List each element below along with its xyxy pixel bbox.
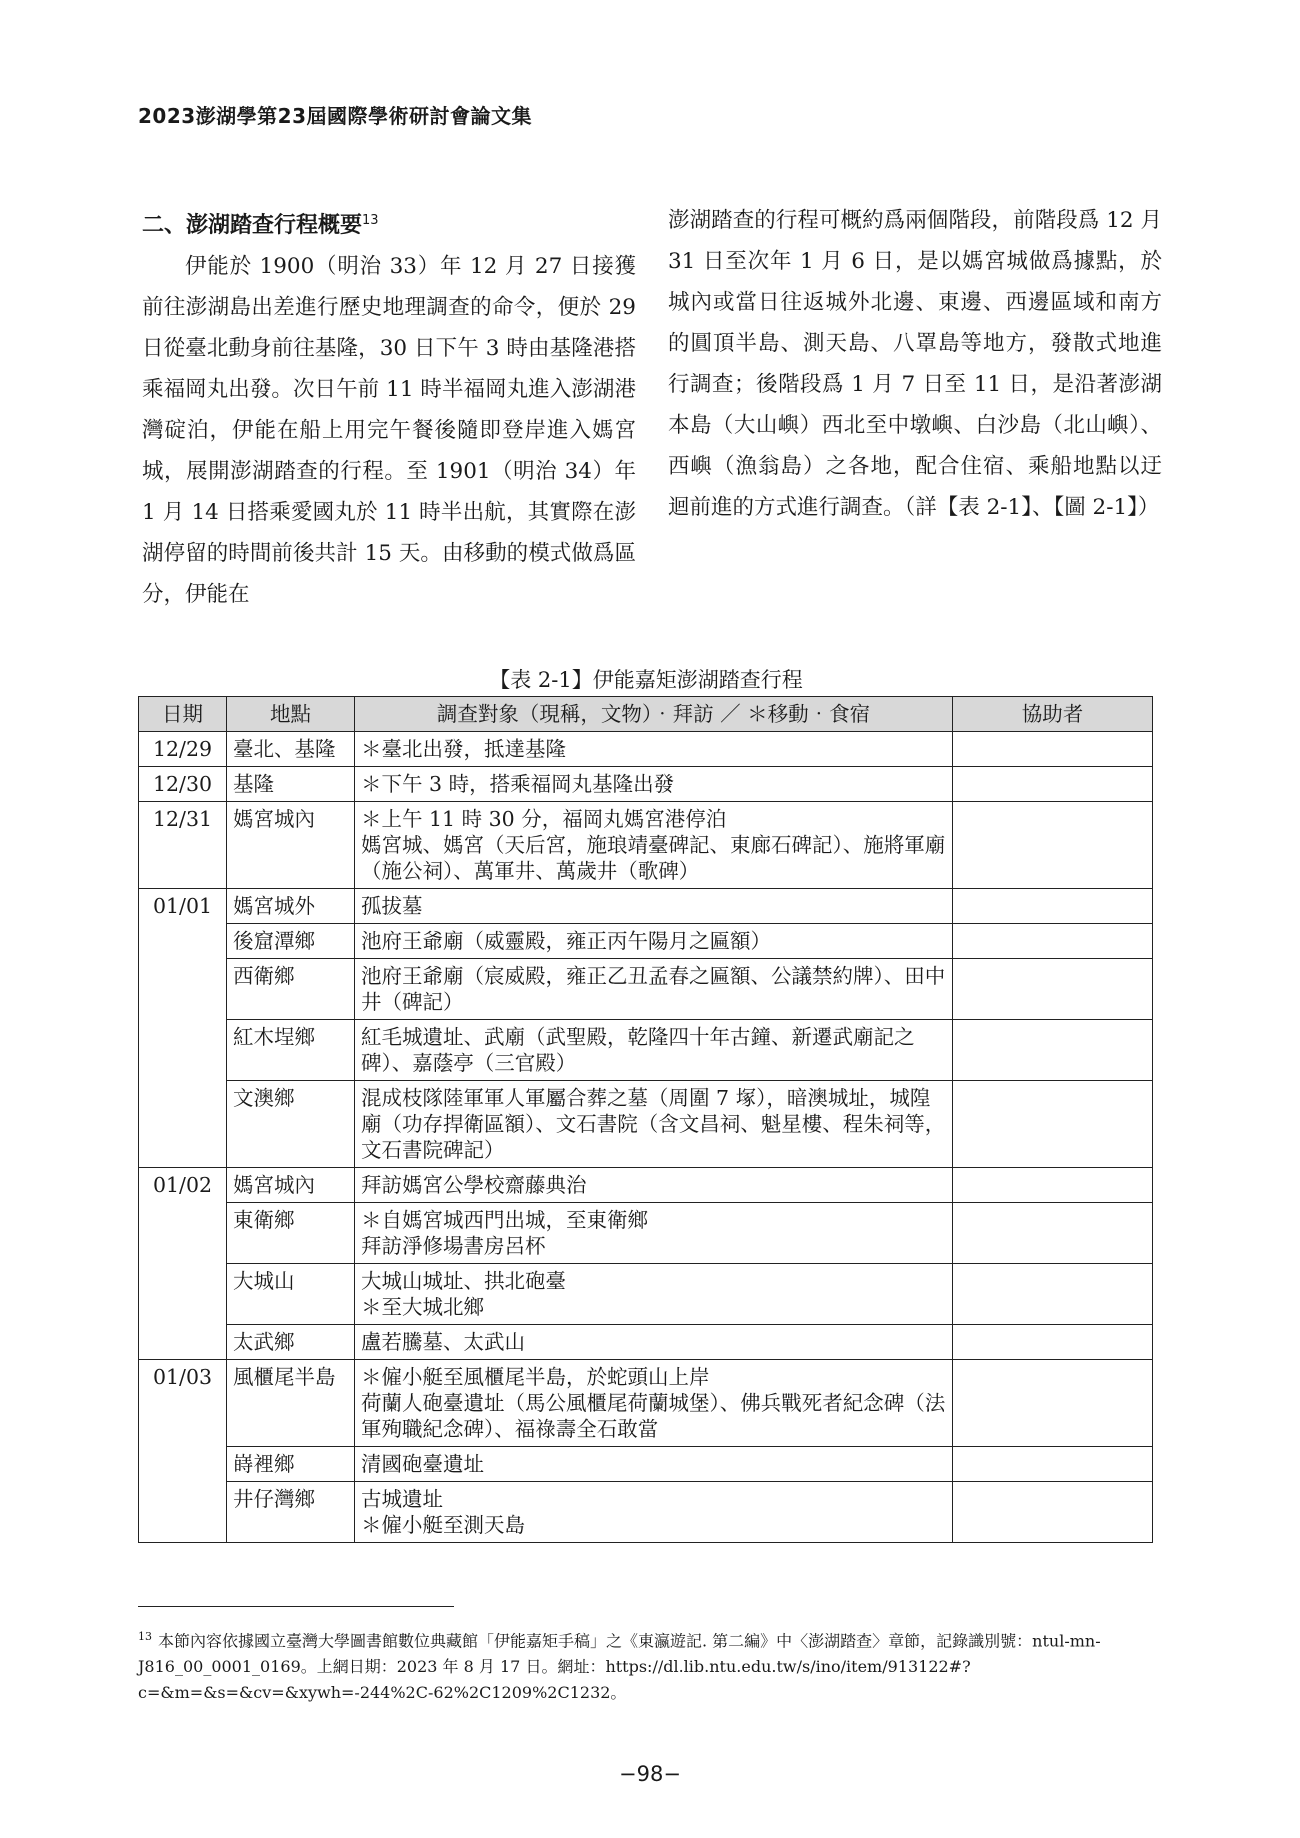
cell-content [355, 802, 953, 889]
content-line: 大城山城址、拱北砲臺 [361, 1269, 566, 1293]
page-number: −98− [619, 1762, 681, 1786]
cell-content [355, 1203, 953, 1264]
header-place: 地點 [227, 697, 355, 732]
cell-place: 大城山 [227, 1264, 355, 1325]
table-row [139, 959, 1153, 1020]
cell-helper [953, 1325, 1153, 1360]
cell-place: 風櫃尾半島 [227, 1360, 355, 1447]
cell-helper [953, 1264, 1153, 1325]
cell-helper [953, 802, 1153, 889]
table-row [139, 1081, 1153, 1168]
content-line: ＊僱小艇至測天島 [361, 1513, 525, 1537]
content-line: ＊上午 11 時 30 分，福岡丸媽宮港停泊 [361, 807, 727, 831]
paragraph-2: 澎湖踏查的行程可概約爲兩個階段，前階段爲 12 月 31 日至次年 1 月 6 日，是以媽宮城做爲據點，於城內或當日往返城外北邊、東邊、西邊區域和南方的圓頂半島、測天島、八罩島等地方，發散式地進行調查；後階段爲 1 月 7 日至 11 日，是沿著澎湖本島（大山嶼）西北至中墩嶼、白沙島（北山嶼）、西嶼（漁翁島）之各地，配合住宿、乘船地點以迂迴前進的方式進行調查。（詳【表 2-1】、【圖 2-1】） [668, 208, 1162, 520]
table-row [139, 1264, 1153, 1325]
cell-place: 後窟潭鄉 [227, 924, 355, 959]
content-line: 古城遺址 [361, 1487, 443, 1511]
header-helper: 協助者 [953, 697, 1153, 732]
footnote-divider [138, 1606, 454, 1607]
cell-date: 12/30 [139, 767, 227, 802]
cell-helper [953, 1168, 1153, 1203]
cell-place: 基隆 [227, 767, 355, 802]
paragraph-1: 伊能於 1900（明治 33）年 12 月 27 日接獲前往澎湖島出差進行歷史地理調查的命令，便於 29 日從臺北動身前往基隆，30 日下午 3 時由基隆港搭乘福岡丸出發。次日午前 11 時半福岡丸進入澎湖港灣碇泊，伊能在船上用完午餐後隨即登岸進入媽宮城，展開澎湖踏查的行程。至 1901（明治 34）年 1 月 14 日搭乘愛國丸於 11 時半出航，其實際在澎湖停留的時間前後共計 15 天。由移動的模式做爲區分，伊能在 [142, 254, 636, 607]
cell-date [139, 1482, 227, 1543]
cell-date: 01/02 [139, 1168, 227, 1203]
cell-place: 西衛鄉 [227, 959, 355, 1020]
cell-content [355, 1482, 953, 1543]
cell-date: 12/31 [139, 802, 227, 889]
cell-date [139, 1447, 227, 1482]
content-line: 荷蘭人砲臺遺址（馬公風櫃尾荷蘭城堡）、佛兵戰死者紀念碑（法軍殉職紀念碑）、福祿壽全石敢當 [361, 1391, 946, 1441]
content-line: 孤拔墓 [361, 894, 423, 918]
content-line: 池府王爺廟（威靈殿，雍正丙午陽月之匾額） [361, 929, 771, 953]
table-header-row [139, 697, 1153, 732]
table-caption: 【表 2-1】伊能嘉矩澎湖踏查行程 [489, 668, 803, 692]
cell-helper [953, 1081, 1153, 1168]
cell-place: 紅木埕鄉 [227, 1020, 355, 1081]
table-row [139, 1325, 1153, 1360]
content-line: 拜訪淨修場書房呂杯 [361, 1234, 546, 1258]
cell-content [355, 1081, 953, 1168]
cell-date [139, 924, 227, 959]
cell-place: 東衛鄉 [227, 1203, 355, 1264]
cell-date [139, 1264, 227, 1325]
cell-date [139, 1325, 227, 1360]
footnote [138, 1624, 1154, 1706]
cell-helper [953, 959, 1153, 1020]
content-line: 清國砲臺遺址 [361, 1452, 484, 1476]
cell-helper [953, 889, 1153, 924]
header-content: 調查對象（現稱，文物）‧拜訪 ／ ＊移動‧食宿 [355, 697, 953, 732]
content-line: 混成枝隊陸軍軍人軍屬合葬之墓（周圍 7 塚），暗澳城址，城隍廟（功存捍衛區額）、文石書院（含文昌祠、魁星樓、程朱祠等，文石書院碑記） [361, 1086, 946, 1162]
footnote-number: 13 [138, 1630, 152, 1643]
cell-content [355, 924, 953, 959]
content-line: 拜訪媽宮公學校齋藤典治 [361, 1173, 587, 1197]
section-title-text: 二、澎湖踏查行程概要 [142, 213, 363, 238]
cell-helper [953, 924, 1153, 959]
content-line: 紅毛城遺址、武廟（武聖殿，乾隆四十年古鐘、新遷武廟記之碑）、嘉蔭亭（三官殿） [361, 1025, 915, 1075]
cell-date [139, 959, 227, 1020]
table-row [139, 1447, 1153, 1482]
cell-place: 太武鄉 [227, 1325, 355, 1360]
table-row [139, 1360, 1153, 1447]
cell-content [355, 1447, 953, 1482]
cell-place: 媽宮城外 [227, 889, 355, 924]
cell-helper [953, 1203, 1153, 1264]
table-row [139, 1020, 1153, 1081]
table-row [139, 924, 1153, 959]
cell-date: 01/01 [139, 889, 227, 924]
footnote-text: 本節內容依據國立臺灣大學圖書館數位典藏館「伊能嘉矩手稿」之《東瀛遊記. 第二編》中〈澎湖踏查〉章節，記錄識別號：ntul-mn-J816_00_0001_0169。上網日期：2023 年 8 月 17 日。網址：https://dl.lib.ntu.edu.tw/s/ino/item/913122#?c=&m=&s=&cv=&xywh=-244%2C-62%2C1209%2C1232。 [138, 1631, 1101, 1703]
cell-content [355, 1264, 953, 1325]
cell-content [355, 1168, 953, 1203]
cell-date [139, 1203, 227, 1264]
right-column [668, 200, 1162, 528]
itinerary-table [138, 696, 1153, 1543]
cell-date [139, 1020, 227, 1081]
cell-helper [953, 1360, 1153, 1447]
cell-place: 嵵裡鄉 [227, 1447, 355, 1482]
content-line: ＊自媽宮城西門出城，至東衛鄉 [361, 1208, 648, 1232]
cell-content [355, 732, 953, 767]
cell-date: 12/29 [139, 732, 227, 767]
content-line: ＊下午 3 時，搭乘福岡丸基隆出發 [361, 772, 675, 796]
cell-date [139, 1081, 227, 1168]
cell-helper [953, 1020, 1153, 1081]
content-line: 池府王爺廟（宸威殿，雍正乙丑孟春之匾額、公議禁約牌）、田中井（碑記） [361, 964, 946, 1014]
cell-helper [953, 767, 1153, 802]
table-row [139, 1203, 1153, 1264]
cell-date: 01/03 [139, 1360, 227, 1447]
cell-content [355, 889, 953, 924]
table-row [139, 1168, 1153, 1203]
content-line: 盧若騰墓、太武山 [361, 1330, 525, 1354]
cell-place: 文澳鄉 [227, 1081, 355, 1168]
table-row [139, 889, 1153, 924]
table-row [139, 767, 1153, 802]
table-row [139, 732, 1153, 767]
running-header: 2023澎湖學第23屆國際學術研討會論文集 [138, 104, 532, 128]
cell-helper [953, 1447, 1153, 1482]
table-row [139, 1482, 1153, 1543]
left-column [142, 200, 636, 615]
section-title [142, 200, 636, 246]
cell-place: 媽宮城內 [227, 1168, 355, 1203]
cell-content [355, 767, 953, 802]
content-line: 媽宮城、媽宮（天后宮，施琅靖臺碑記、東廊石碑記）、施將軍廟（施公祠）、萬軍井、萬歲井（歌碑） [361, 833, 946, 883]
cell-content [355, 1325, 953, 1360]
cell-place: 井仔灣鄉 [227, 1482, 355, 1543]
content-line: ＊臺北出發，抵達基隆 [361, 737, 566, 761]
cell-place: 臺北、基隆 [227, 732, 355, 767]
header-date: 日期 [139, 697, 227, 732]
cell-helper [953, 732, 1153, 767]
content-line: ＊至大城北鄉 [361, 1295, 484, 1319]
content-line: ＊僱小艇至風櫃尾半島，於蛇頭山上岸 [361, 1365, 710, 1389]
cell-helper [953, 1482, 1153, 1543]
table-row [139, 802, 1153, 889]
footnote-ref[interactable]: 13 [362, 213, 379, 228]
cell-content [355, 959, 953, 1020]
table-body [139, 732, 1153, 1543]
cell-place: 媽宮城內 [227, 802, 355, 889]
cell-content [355, 1020, 953, 1081]
cell-content [355, 1360, 953, 1447]
